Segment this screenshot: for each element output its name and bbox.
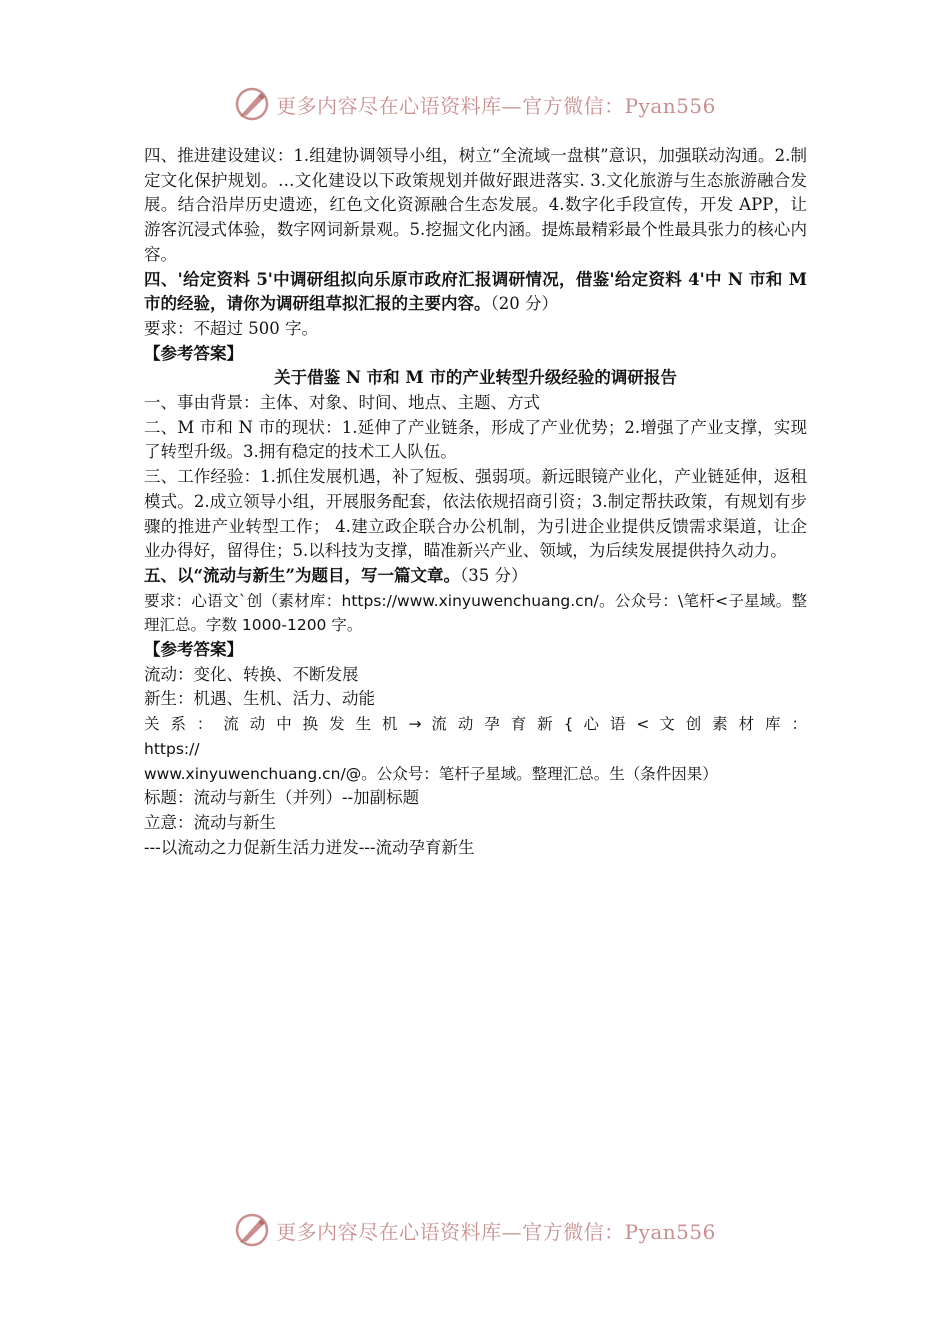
report-title: 关于借鉴 N 市和 M 市的产业转型升级经验的调研报告 — [274, 368, 677, 388]
report-item-background: 一、事由背景：主体、对象、时间、地点、主题、方式 — [144, 393, 540, 413]
report-item-experience: 三、工作经验：1.抓住发展机遇，补了短板、强弱项。新远眼镜产业化，产业链延伸，返租模式。2.成立领导小组，开展服务配套，依法依规招商引资；3.制定帮扶政策，有规划有步骤的推进产业转型工作； 4.建立政企联合办公机制，为引进企业提供反馈需求渠道，让企业办得好，留得住；5.以科技为支撑，瞄准新兴产业、领域，为后续发展提供持久动力。 — [144, 467, 807, 561]
question-4-requirement: 要求：不超过 500 字。 — [144, 318, 318, 338]
watermark-text: 更多内容尽在心语资料库—官方微信：Pyan556 — [276, 1219, 716, 1244]
question-4-title — [144, 268, 807, 317]
question-5-score: （35 分） — [459, 565, 528, 585]
pen-logo-icon — [234, 1212, 270, 1248]
paragraph-suggestions: 四、推进建设建议：1.组建协调领导小组，树立“全流域一盘棋”意识，加强联动沟通。2.制定文化保护规划。…文化建设以下政策规划并做好跟进落实. 3.文化旅游与生态旅游融合发展。结合沿岸历史遗迹，红色文化资源融合生态发展。4.数字化手段宣传，开发 APP，让游客沉浸式体验，数字网词新景观。5.挖掘文化内涵。提炼最精彩最个性最具张力的核心内容。 — [144, 146, 807, 264]
line-guanxi-2: www.xinyuwenchuang.cn/@。公众号：笔杆子星域。整理汇总。生（条件因果） — [144, 764, 718, 783]
question-5-requirement: 要求：心语文`创（素材库：https://www.xinyuwenchuang.cn/。公众号：\笔杆<子星域。整理汇总。字数 1000-1200 字。 — [144, 591, 807, 635]
document-body — [144, 144, 807, 860]
reference-answer-label-2: 【参考答案】 — [144, 640, 243, 660]
question-5-title — [144, 564, 807, 589]
line-subtitle: ---以流动之力促新生活力迸发---流动孕育新生 — [144, 837, 475, 857]
line-liyi: 立意：流动与新生 — [144, 812, 276, 832]
line-guanxi-1: 关 系 ： 流 动 中 换 发 生 机 → 流 动 孕 育 新 { 心 语 < 文 创 素 材 库 ： https:// — [144, 715, 807, 758]
line-title: 标题：流动与新生（并列）--加副标题 — [144, 788, 420, 808]
watermark-header — [0, 84, 950, 124]
report-item-status: 二、M 市和 N 市的现状：1.延伸了产业链条，形成了产业优势；2.增强了产业支撑，实现了转型升级。3.拥有稳定的技术工人队伍。 — [144, 417, 807, 462]
question-5-text: 五、以“流动与新生”为题目，写一篇文章。 — [144, 565, 460, 585]
watermark-footer — [0, 1210, 950, 1250]
question-4-text: 四、'给定资料 5'中调研组拟向乐原市政府汇报调研情况，借鉴'给定资料 4'中 N 市和 M 市的经验，请你为调研组草拟汇报的主要内容。 — [144, 269, 807, 314]
line-liudong: 流动：变化、转换、不断发展 — [144, 664, 359, 684]
pen-logo-icon — [234, 86, 270, 122]
question-4-score: （20 分） — [490, 294, 558, 314]
reference-answer-label: 【参考答案】 — [144, 343, 243, 363]
line-xinsheng: 新生：机遇、生机、活力、动能 — [144, 689, 375, 709]
watermark-text: 更多内容尽在心语资料库—官方微信：Pyan556 — [276, 93, 716, 118]
